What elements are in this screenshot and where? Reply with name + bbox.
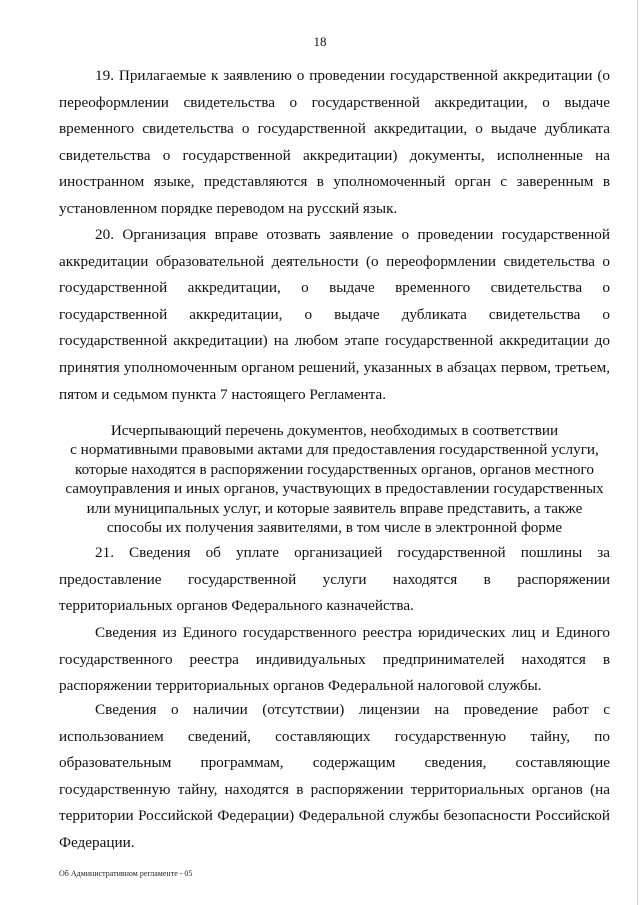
paragraph-21 bbox=[59, 540, 610, 620]
paragraph-text: Сведения о наличии (отсутствии) лицензии на проведение работ с использованием сведений, составляющих государственную тайну, по образовательным программам, содержащим сведения, составляющие государственную тайну, находятся в распоряжении территориальных органов (на территории Российской Федерации) Федеральной службы безопасности Российской Федерации. bbox=[59, 701, 610, 851]
paragraph-20 bbox=[59, 222, 610, 408]
heading-line: которые находятся в распоряжении государственных органов, органов местного bbox=[75, 460, 594, 478]
paragraph-21-license bbox=[59, 697, 610, 857]
scan-edge-line bbox=[637, 0, 638, 905]
section-heading bbox=[59, 421, 610, 537]
paragraph-21-egrul bbox=[59, 620, 610, 700]
heading-line: или муниципальных услуг, и которые заявитель вправе представить, а также bbox=[86, 499, 583, 517]
paragraph-text: 19. Прилагаемые к заявлению о проведении государственной аккредитации (о переоформлении свидетельства о государственной аккредитации, о выдаче временного свидетельства о государственной аккредитации, о выдаче дубликата свидетельства о государственной аккредитации) документы, исполненные на иностранном языке, представляются в уполномоченный орган с заверенным в установленном порядке переводом на русский язык. bbox=[59, 67, 610, 217]
paragraph-text: 20. Организация вправе отозвать заявление о проведении государственной аккредитации образовательной деятельности (о переоформлении свидетельства о государственной аккредитации, о выдаче временного свидетельства о государственной аккредитации, о выдаче дубликата свидетельства о государственной аккредитации) на любом этапе государственной аккредитации до принятия уполномоченным органом решений, указанных в абзацах первом, третьем, пятом и седьмом пункта 7 настоящего Регламента. bbox=[59, 226, 610, 403]
heading-line: самоуправления и иных органов, участвующих в предоставлении государственных bbox=[65, 480, 604, 498]
paragraph-19 bbox=[59, 63, 610, 223]
heading-line: с нормативными правовыми актами для предоставления государственной услуги, bbox=[70, 441, 599, 459]
page-number: 18 bbox=[313, 34, 327, 49]
paragraph-text: 21. Сведения об уплате организацией государственной пошлины за предоставление государственной услуги находятся в распоряжении территориальных органов Федерального казначейства. bbox=[59, 544, 610, 615]
page-footer: Об Административном регламенте - 05 bbox=[59, 869, 193, 878]
paragraph-text: Сведения из Единого государственного реестра юридических лиц и Единого государственного реестра индивидуальных предпринимателей находятся в распоряжении территориальных органов Федеральной налоговой службы. bbox=[59, 624, 610, 695]
heading-line: способы их получения заявителями, в том числе в электронной форме bbox=[106, 519, 563, 537]
heading-line: Исчерпывающий перечень документов, необходимых в соответствии bbox=[110, 422, 559, 439]
